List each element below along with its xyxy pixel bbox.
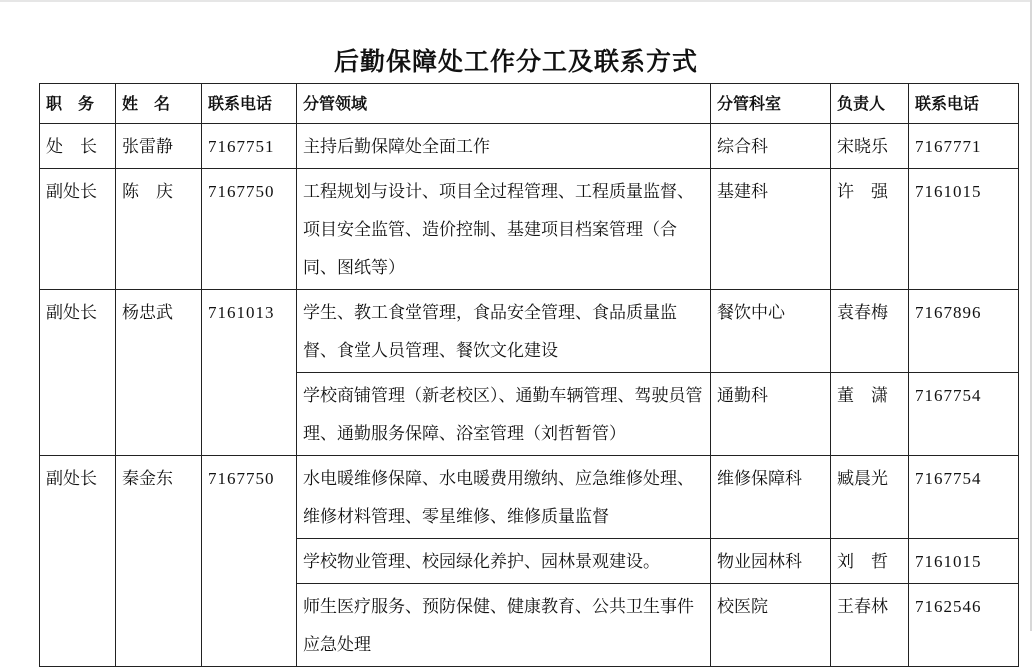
header-name: 姓 名	[116, 84, 202, 124]
document-title: 后勤保障处工作分工及联系方式	[333, 47, 698, 76]
leader-phone: 7167750	[202, 456, 297, 667]
area-office: 物业园林科	[711, 539, 831, 584]
leader-position: 副处长	[40, 169, 116, 290]
area-scope: 学校物业管理、校园绿化养护、园林景观建设。	[297, 539, 711, 584]
header-position: 职 务	[40, 84, 116, 124]
table-row	[40, 456, 1019, 539]
leader-name: 张雷静	[116, 124, 202, 169]
area-office: 综合科	[711, 124, 831, 169]
leader-position: 副处长	[40, 290, 116, 456]
area-person: 臧晨光	[831, 456, 909, 539]
area-scope: 工程规划与设计、项目全过程管理、工程质量监督、项目安全监管、造价控制、基建项目档案管理（合同、图纸等）	[297, 169, 711, 290]
area-office: 基建科	[711, 169, 831, 290]
table-row	[40, 169, 1019, 290]
division-of-work-table	[39, 83, 1019, 667]
area-scope: 主持后勤保障处全面工作	[297, 124, 711, 169]
area-office: 校医院	[711, 584, 831, 667]
header-person-in-charge: 负责人	[831, 84, 909, 124]
area-person: 袁春梅	[831, 290, 909, 373]
area-phone: 7167754	[909, 373, 1019, 456]
table-row	[40, 124, 1019, 169]
area-person: 许 强	[831, 169, 909, 290]
area-phone: 7167771	[909, 124, 1019, 169]
area-office: 餐饮中心	[711, 290, 831, 373]
leader-name: 杨忠武	[116, 290, 202, 456]
area-scope: 水电暖维修保障、水电暖费用缴纳、应急维修处理、维修材料管理、零星维修、维修质量监督	[297, 456, 711, 539]
area-phone: 7167754	[909, 456, 1019, 539]
header-office: 分管科室	[711, 84, 831, 124]
leader-name: 陈 庆	[116, 169, 202, 290]
area-scope: 师生医疗服务、预防保健、健康教育、公共卫生事件应急处理	[297, 584, 711, 667]
header-phone: 联系电话	[202, 84, 297, 124]
header-contact-phone: 联系电话	[909, 84, 1019, 124]
leader-phone: 7167750	[202, 169, 297, 290]
area-person: 王春林	[831, 584, 909, 667]
area-scope: 学校商铺管理（新老校区）、通勤车辆管理、驾驶员管理、通勤服务保障、浴室管理（刘哲暂管）	[297, 373, 711, 456]
table-header-row	[40, 84, 1019, 124]
leader-position: 处 长	[40, 124, 116, 169]
page-top-edge	[0, 0, 1032, 2]
area-person: 宋晓乐	[831, 124, 909, 169]
area-phone: 7167896	[909, 290, 1019, 373]
area-office: 通勤科	[711, 373, 831, 456]
area-phone: 7162546	[909, 584, 1019, 667]
leader-phone: 7161013	[202, 290, 297, 456]
area-scope: 学生、教工食堂管理，食品安全管理、食品质量监督、食堂人员管理、餐饮文化建设	[297, 290, 711, 373]
table-row	[40, 290, 1019, 373]
leader-name: 秦金东	[116, 456, 202, 667]
header-scope: 分管领域	[297, 84, 711, 124]
area-phone: 7161015	[909, 539, 1019, 584]
leader-phone: 7167751	[202, 124, 297, 169]
area-phone: 7161015	[909, 169, 1019, 290]
area-person: 董 潇	[831, 373, 909, 456]
area-person: 刘 哲	[831, 539, 909, 584]
leader-position: 副处长	[40, 456, 116, 667]
area-office: 维修保障科	[711, 456, 831, 539]
